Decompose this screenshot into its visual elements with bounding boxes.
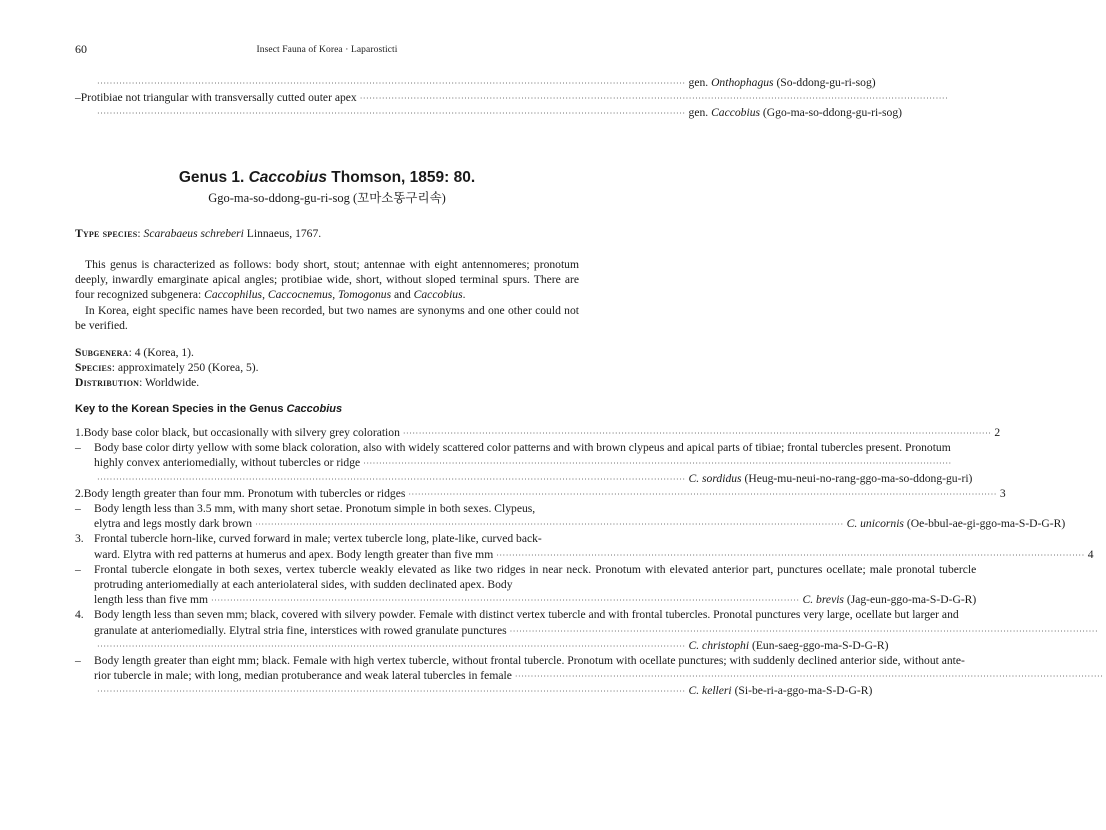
dot-leader xyxy=(211,593,800,608)
key-couplet: – Frontal tubercle elongate in both sexes, vertex tubercle weakly elevated as like two ridges in near neck. Pronotum with elevated anterior part, punctures ocellate; male pronotal tubercle protruding anteriomedially at each anteriolateral sides, with sudden declinated apex. Body length less than five mm ····· C. brevis (Jag-eun-ggo-ma-S-D-G-R) xyxy=(75,562,579,608)
key-couplet: – Body length greater than eight mm; black. Female with high vertex tubercle, without frontal tubercle. Pronotum with ocellate punctures; with suddenly declined anterior side, without ante- rior tubercle in male; with long, median protuberance and weak lateral tubercles in female ····· xyxy=(75,653,579,683)
species-line: Species: approximately 250 (Korea, 5). xyxy=(75,361,259,375)
dot-leader xyxy=(496,548,1085,563)
genus-description xyxy=(75,257,579,333)
running-title: Insect Fauna of Korea · Laparosticti xyxy=(256,45,398,55)
key-leader-line: ····· C. sordidus (Heug-mu-neui-no-rang-ggo-ma-so-ddong-gu-ri) xyxy=(75,471,579,486)
dot-leader xyxy=(97,106,686,121)
key-result: gen. Caccobius (Ggo-ma-so-ddong-gu-ri-sog) xyxy=(688,106,903,120)
distribution-line: Distribution: Worldwide. xyxy=(75,376,200,390)
species-key xyxy=(75,425,1094,698)
genus-heading: Genus 1. Caccobius Thomson, 1859: 80. xyxy=(178,169,476,186)
dot-leader xyxy=(97,684,686,699)
dot-leader xyxy=(255,517,844,532)
key-couplet: 2. Body length greater than four mm. Pronotum with tubercles or ridges ····· 3 xyxy=(75,486,579,501)
key-leader-line: ····· C. kelleri (Si-be-ri-a-ggo-ma-S-D-G-R) xyxy=(75,683,579,698)
type-species: Type species: Scarabaeus schreberi Linnaeus, 1767. xyxy=(75,227,322,240)
key-title: Key to the Korean Species in the Genus Caccobius xyxy=(75,403,343,415)
key-couplet: – Body length less than 3.5 mm, with many short setae. Pronotum simple in both sexes. Clypeus, elytra and legs mostly dark brown ····· C. unicornis (Oe-bbul-ae-gi-ggo-ma-S-D-G-R) xyxy=(75,501,579,531)
dot-leader xyxy=(97,76,686,91)
key-couplet: – Body base color dirty yellow with some black coloration, also with widely scattered color patterns and with brown clypeus and apical parts of tibiae; frontal tubercles present. Pronotum highly convex anteriomedially, without tubercles or ridge ····· xyxy=(75,440,579,470)
key-couplet: 3. Frontal tubercle horn-like, curved forward in male; vertex tubercle long, plate-like, curved back- ward. Elytra with red patterns at humerus and apex. Body length greater than five mm ····· 4 xyxy=(75,531,579,561)
dot-leader xyxy=(403,426,992,441)
dot-leader xyxy=(408,487,997,502)
key-leader-line: ····· C. christophi (Eun-saeg-ggo-ma-S-D-G-R) xyxy=(75,638,579,653)
description-paragraph: In Korea, eight specific names have been recorded, but two names are synonyms and one other could not be verified. xyxy=(75,303,579,332)
subgenera-line: Subgenera: 4 (Korea, 1). xyxy=(75,346,194,359)
key-result: gen. Onthophagus (So-ddong-gu-ri-sog) xyxy=(688,76,876,89)
key-couplet: 4. Body length less than seven mm; black, covered with silvery powder. Female with distinct vertex tubercle and with frontal tubercles. Pronotal punctures very large, ocellate but larger and granulate at anteriomedially. Elytral stria fine, interstices with rowed granulate punctures ····· xyxy=(75,607,579,637)
key-leader-line xyxy=(75,75,876,90)
key-leader-line xyxy=(75,105,903,120)
previous-key-continuation xyxy=(75,75,903,121)
dot-leader xyxy=(97,639,686,654)
dot-leader xyxy=(363,456,952,471)
dot-leader xyxy=(97,472,686,487)
page-number: 60 xyxy=(75,42,87,56)
page-header xyxy=(75,42,579,58)
dot-leader xyxy=(515,669,1104,684)
dot-leader xyxy=(510,624,1099,639)
key-leader-line: – Protibiae not triangular with transversally cutted outer apex ····· xyxy=(75,90,579,105)
genus-korean-name: Ggo-ma-so-ddong-gu-ri-sog (꼬마소똥구리속) xyxy=(208,191,446,205)
dot-leader xyxy=(360,91,949,106)
key-couplet: 1. Body base color black, but occasionally with silvery grey coloration ····· 2 xyxy=(75,425,579,440)
genus-summary xyxy=(75,345,579,391)
description-paragraph: This genus is characterized as follows: body short, stout; antennae with eight antennomeres; pronotum deeply, inwardly emarginate apical angles; protibiae wide, short, without sloped terminal spurs. There are four recognized subgenera: Caccophilus, Caccocnemus, Tomogonus and Caccobius. xyxy=(75,258,579,302)
